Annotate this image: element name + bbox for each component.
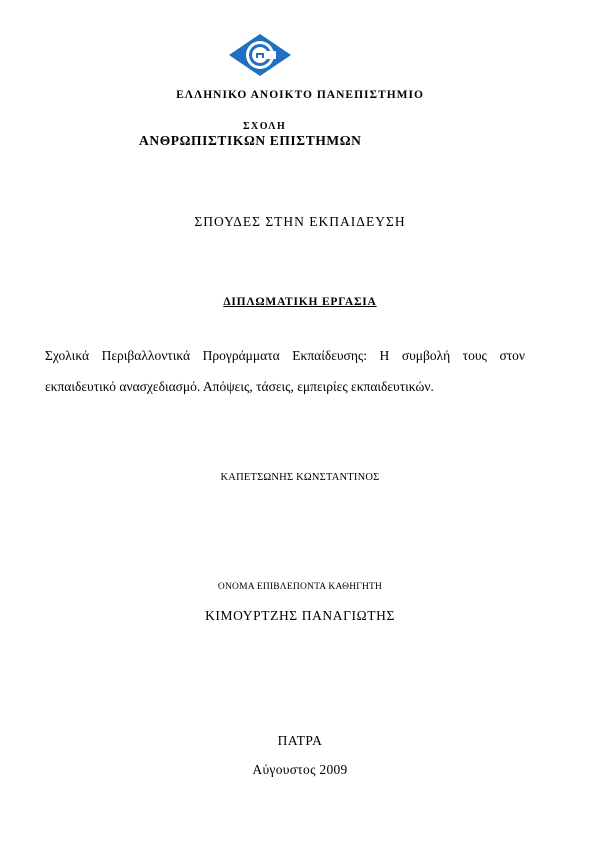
school-label: ΣΧΟΛΗ	[243, 121, 287, 132]
supervisor-label: ΟΝΟΜΑ ΕΠΙΒΛΕΠΟΝΤΑ ΚΑΘΗΓΗΤΗ	[217, 582, 383, 592]
thesis-title-line-2: εκπαιδευτικό ανασχεδιασμό. Απόψεις, τάσεις, εμπειρίες εκπαιδευτικών.	[45, 379, 434, 394]
thesis-title-line-1: Σχολικά Περιβαλλοντικά Προγράμματα Εκπαίδευσης: Η συμβολή τους στον	[45, 348, 525, 363]
university-emblem-icon	[229, 34, 291, 76]
place: ΠΑΤΡΑ	[277, 733, 323, 748]
author-name: ΚΑΠΕΤΣΩΝΗΣ ΚΩΝΣΤΑΝΤΙΝΟΣ	[220, 472, 380, 483]
document-type-heading: ΔΙΠΛΩΜΑΤΙΚΗ ΕΡΓΑΣΙΑ	[223, 296, 377, 308]
university-name: ΕΛΛΗΝΙΚΟ ΑΝΟΙΚΤΟ ΠΑΝΕΠΙΣΤΗΜΙΟ	[176, 89, 424, 101]
supervisor-name: ΚΙΜΟΥΡΤΖΗΣ ΠΑΝΑΓΙΩΤΗΣ	[205, 608, 395, 623]
thesis-title	[45, 340, 525, 402]
program-title: ΣΠΟΥΔΕΣ ΣΤΗΝ ΕΚΠΑΙΔΕΥΣΗ	[194, 214, 406, 229]
school-name: ΑΝΘΡΩΠΙΣΤΙΚΩΝ ΕΠΙΣΤΗΜΩΝ	[139, 133, 362, 148]
date: Αύγουστος 2009	[252, 762, 348, 777]
